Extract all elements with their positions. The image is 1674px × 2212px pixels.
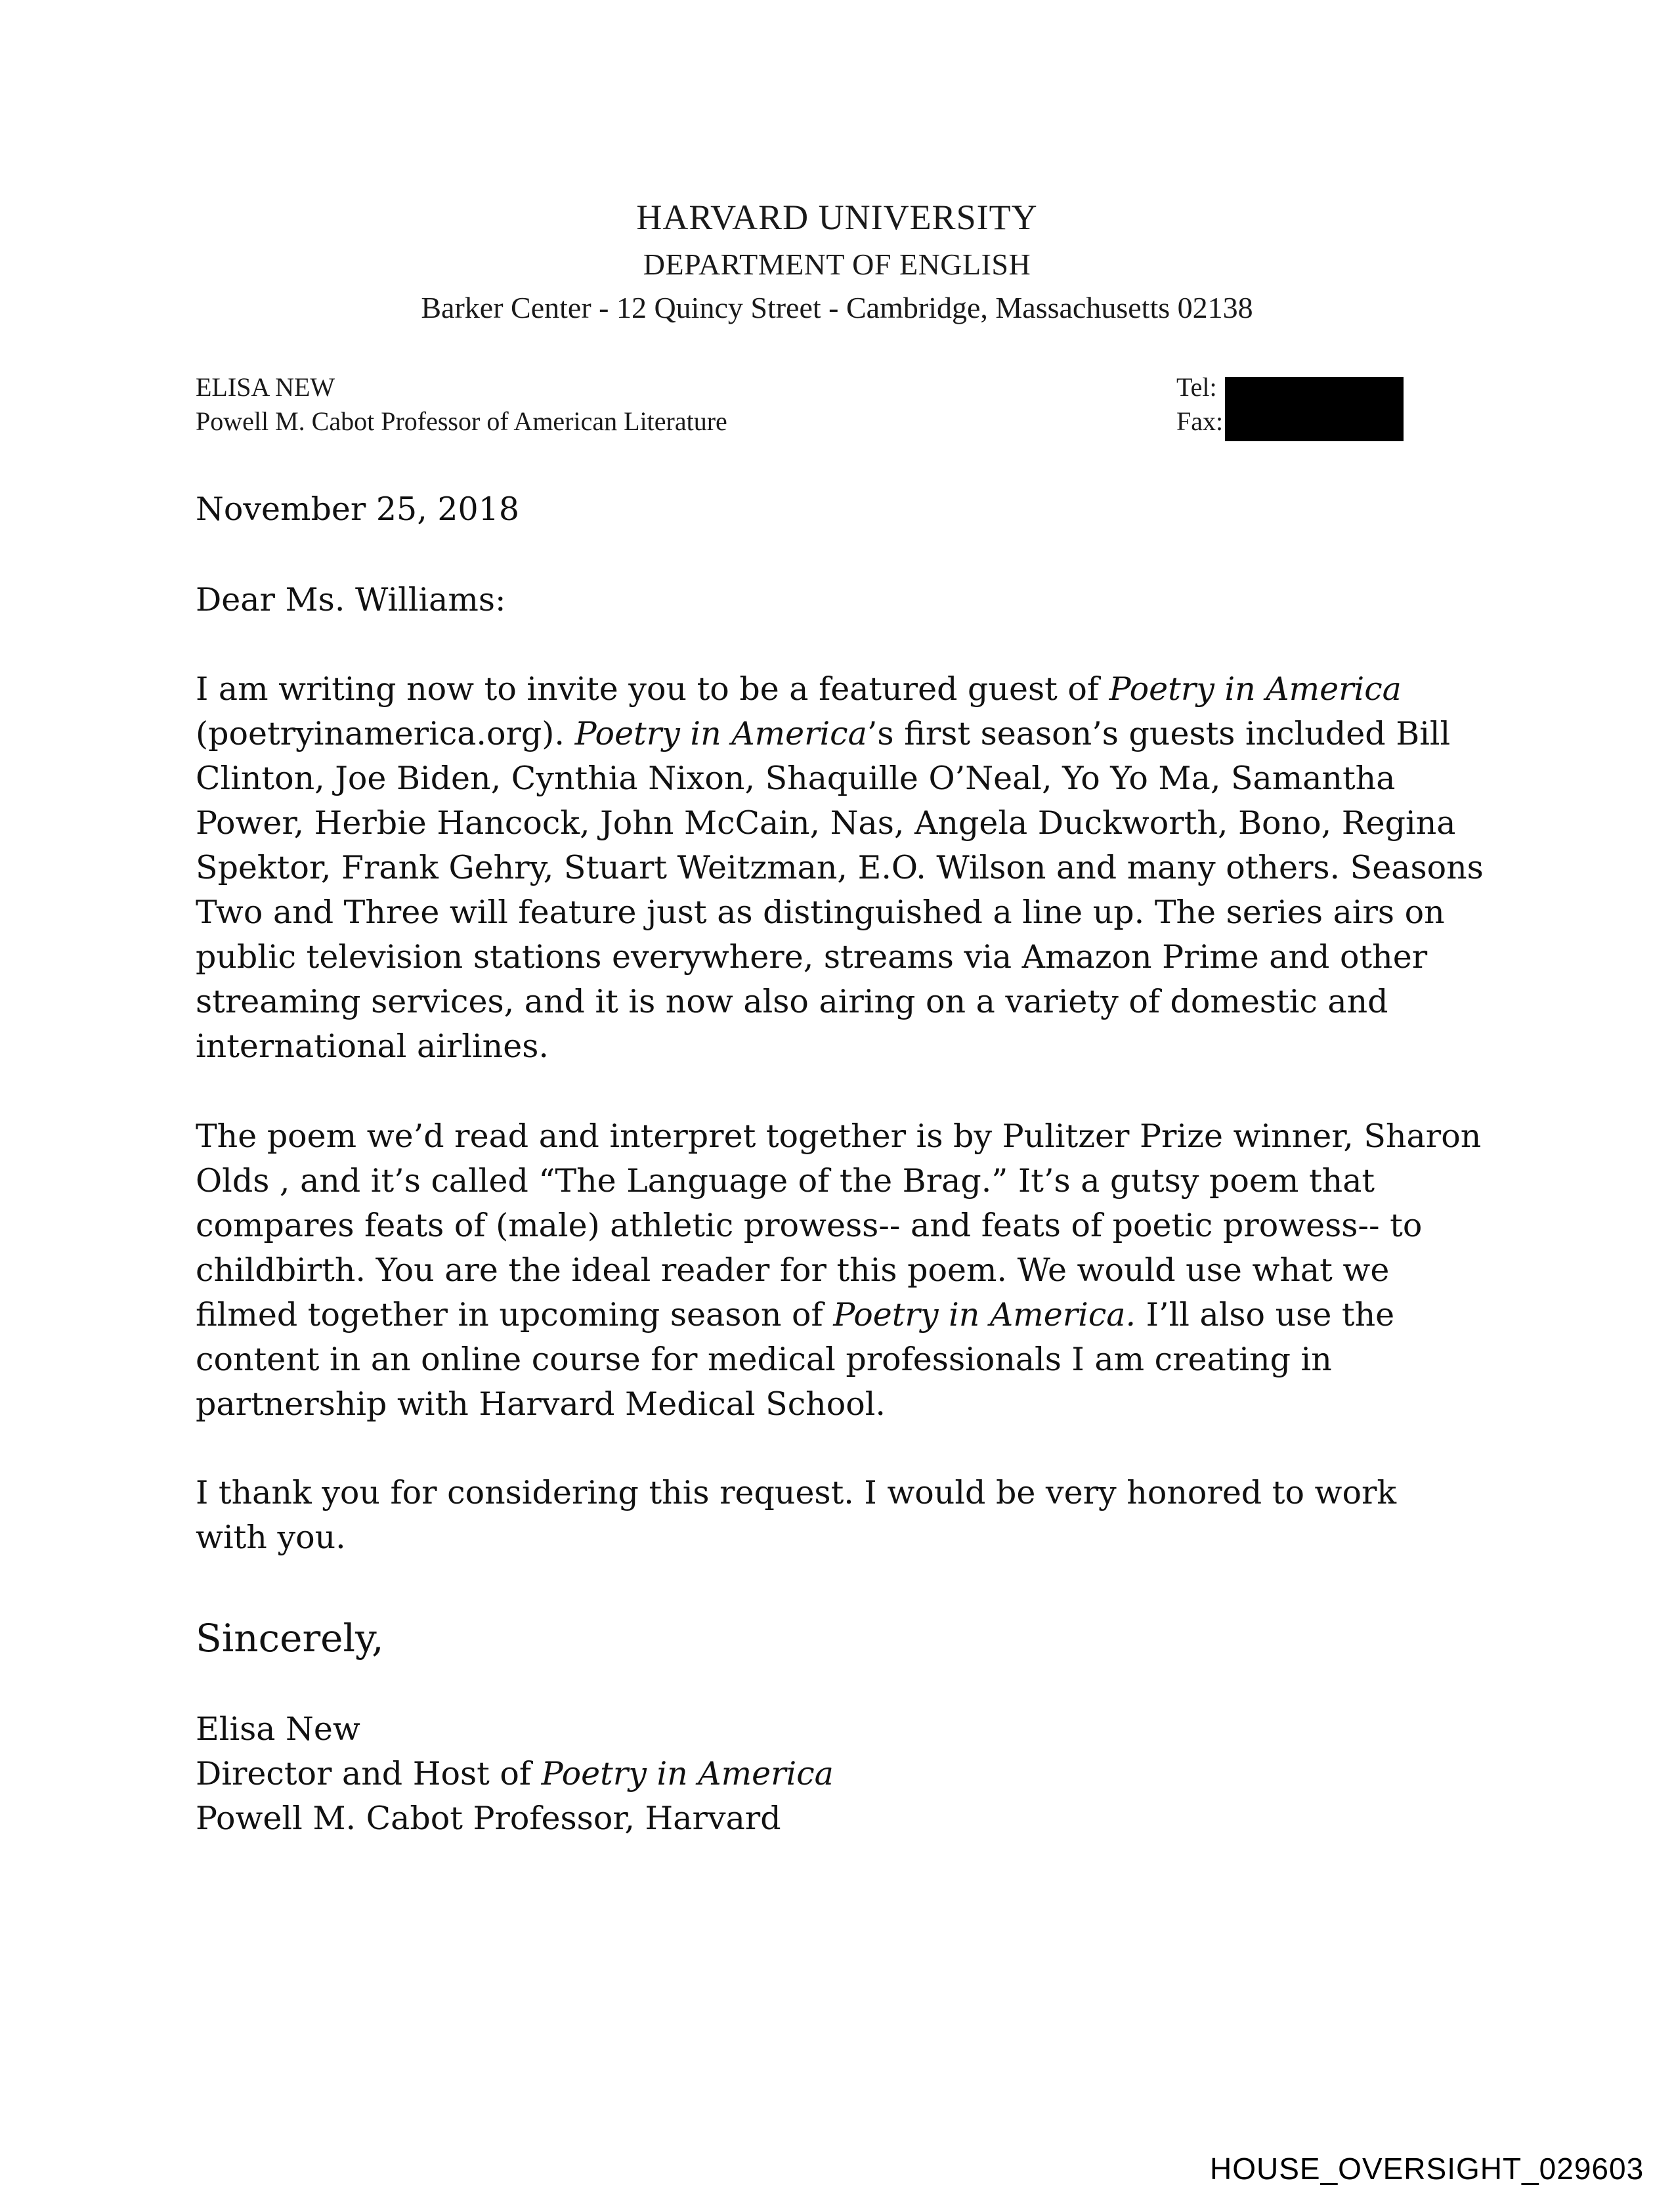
signature-title: Powell M. Cabot Professor, Harvard <box>196 1800 781 1837</box>
paragraph-line: with you. <box>196 1519 346 1556</box>
show-title: Poetry in America. <box>833 1296 1136 1334</box>
paragraph-line: The poem we’d read and interpret together is by Pulitzer Prize winner, Sharon <box>196 1117 1482 1155</box>
paragraph-line: Spektor, Frank Gehry, Stuart Weitzman, E.O. Wilson and many others. Seasons <box>196 849 1484 886</box>
sender-title: Powell M. Cabot Professor of American Literature <box>196 406 727 436</box>
letterhead-department: DEPARTMENT OF ENGLISH <box>643 248 1031 281</box>
show-title: Poetry in America <box>574 715 867 752</box>
paragraph-line: I thank you for considering this request. I would be very honored to work <box>196 1474 1397 1511</box>
tel-label: Tel: <box>1176 372 1217 402</box>
paragraph-line: streaming services, and it is now also airing on a variety of domestic and <box>196 983 1388 1020</box>
paragraph-line <box>196 1293 1482 1337</box>
text-segment: I am writing now to invite you to be a featured guest of <box>196 670 1109 708</box>
paragraph-line: Two and Three will feature just as distinguished a line up. The series airs on <box>196 894 1445 931</box>
fax-label: Fax: <box>1176 406 1224 436</box>
paragraph-invitation <box>196 667 1482 1069</box>
paragraph-line <box>196 667 1482 712</box>
text-segment: I’ll also use the <box>1136 1296 1395 1334</box>
paragraph-poem <box>196 1114 1482 1427</box>
paragraph-line: content in an online course for medical professionals I am creating in <box>196 1341 1332 1378</box>
paragraph-line: childbirth. You are the ideal reader for this poem. We would use what we <box>196 1251 1390 1289</box>
show-title: Poetry in America <box>1109 670 1402 708</box>
redaction-box <box>1225 377 1404 441</box>
text-segment: ’s first season’s guests included Bill <box>867 715 1451 752</box>
text-segment: (poetryinamerica.org). <box>196 715 575 752</box>
sender-name: ELISA NEW <box>196 372 335 402</box>
text-segment: filmed together in upcoming season of <box>196 1296 834 1334</box>
signature-name: Elisa New <box>196 1710 360 1748</box>
paragraph-line: compares feats of (male) athletic prowess-- and feats of poetic prowess-- to <box>196 1207 1423 1244</box>
paragraph-line <box>196 712 1482 756</box>
signature-role <box>196 1752 1482 1796</box>
paragraph-thanks <box>196 1471 1482 1560</box>
paragraph-line: Clinton, Joe Biden, Cynthia Nixon, Shaquille O’Neal, Yo Yo Ma, Samantha <box>196 760 1396 797</box>
letterhead-address: Barker Center - 12 Quincy Street - Cambridge, Massachusetts 02138 <box>421 291 1253 324</box>
paragraph-line: Power, Herbie Hancock, John McCain, Nas, Angela Duckworth, Bono, Regina <box>196 804 1456 842</box>
paragraph-line: public television stations everywhere, streams via Amazon Prime and other <box>196 938 1428 976</box>
salutation: Dear Ms. Williams: <box>196 581 506 618</box>
paragraph-line: Olds , and it’s called “The Language of the Brag.” It’s a gutsy poem that <box>196 1162 1375 1200</box>
closing: Sincerely, <box>196 1616 384 1660</box>
bates-number: HOUSE_OVERSIGHT_029603 <box>1210 2152 1644 2186</box>
letter-date: November 25, 2018 <box>196 490 520 528</box>
letterhead-university: HARVARD UNIVERSITY <box>636 198 1038 237</box>
paragraph-line: international airlines. <box>196 1028 549 1065</box>
show-title: Poetry in America <box>541 1755 834 1792</box>
signature-block <box>196 1707 1482 1841</box>
text-segment: Director and Host of <box>196 1755 542 1792</box>
paragraph-line: partnership with Harvard Medical School. <box>196 1385 886 1423</box>
